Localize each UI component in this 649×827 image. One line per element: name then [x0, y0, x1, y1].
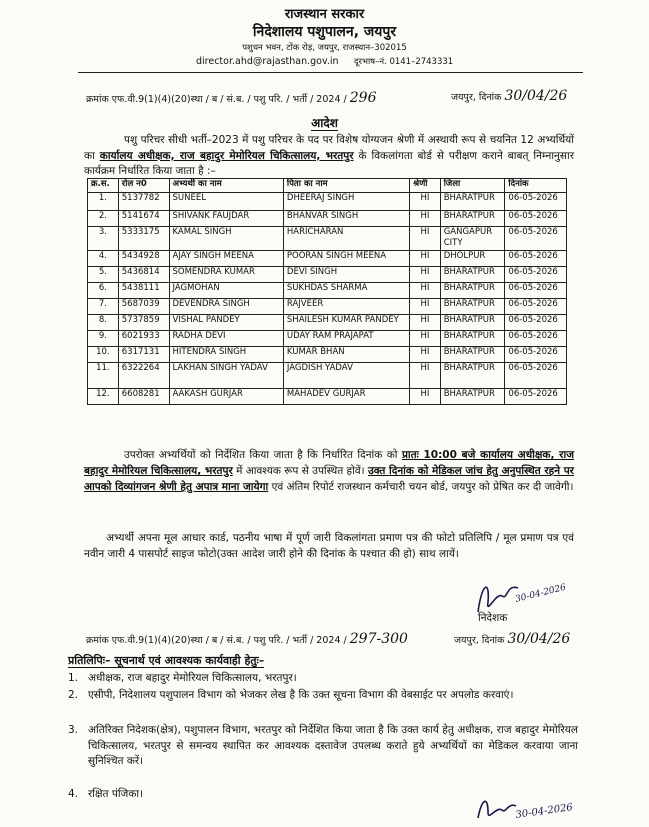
- cell-date: 06-05-2026: [505, 193, 567, 211]
- cell-father: UDAY RAM PRAJAPAT: [283, 331, 409, 347]
- instruction-part-a: उपरोक्त अभ्यर्थियों को निर्देशित किया जाता है कि निर्धारित दिनांक को: [124, 449, 402, 461]
- cell-name: RADHA DEVI: [169, 331, 283, 347]
- govt-title: राजस्थान सरकार: [284, 7, 365, 22]
- cell-category: HI: [410, 267, 441, 283]
- cc-item-number: 2.: [68, 689, 79, 701]
- reference-prefix-2: क्रमांक एफ.वी.9(1)(4)(20)स्था / ब / सं.ब. / पशु परि. / भर्ती / 2024 /: [86, 635, 347, 646]
- col-header-name: अभ्यर्थी का नाम: [169, 179, 283, 193]
- reference-handwritten-1: 296: [349, 90, 377, 106]
- cell-father: BHANVAR SINGH: [283, 211, 409, 227]
- table-row: [88, 211, 567, 227]
- cc-item-text: एसीपी, निदेशालय पशुपालन विभाग को भेजकर लेख है कि उक्त सूचना विभाग की वेबसाईट पर अपलोड करवाएं।: [88, 689, 514, 701]
- cell-serial: 1.: [88, 193, 119, 211]
- date-handwritten-2: 30/04/26: [507, 631, 571, 647]
- cell-category: HI: [410, 389, 441, 405]
- cell-father: DEVI SINGH: [283, 267, 409, 283]
- table-row: [88, 347, 567, 363]
- cell-father: MAHADEV GURJAR: [283, 389, 409, 405]
- table-row: [88, 315, 567, 331]
- instruction-part-b: प्रातः 10:00 बजे कार्यालय अधीक्षक, राज बहादुर मेमोरियल चिकित्सालय, भरतपुर: [84, 449, 574, 477]
- table-row: [88, 331, 567, 347]
- cell-name: DEVENDRA SINGH: [169, 299, 283, 315]
- cell-district: BHARATPUR: [440, 299, 505, 315]
- cc-item-1: [68, 671, 578, 687]
- intro-line-3: के विकलांगता बोर्ड से परीक्षण कराने बाबत् निम्नानुसार कार्यक्रम निर्धारित किया जाता है :–: [84, 149, 574, 177]
- signature-date: 30-04-2026: [514, 582, 568, 605]
- cell-name: KAMAL SINGH: [169, 227, 283, 251]
- cell-date: 06-05-2026: [505, 331, 567, 347]
- cell-category: HI: [410, 193, 441, 211]
- date-prefix-2: जयपुर, दिनांक: [454, 635, 505, 646]
- cell-district: BHARATPUR: [440, 193, 505, 211]
- table-row: [88, 251, 567, 267]
- table-row: [88, 283, 567, 299]
- cell-district: BHARATPUR: [440, 331, 505, 347]
- cell-name: SUNEEL: [169, 193, 283, 211]
- cell-date: 06-05-2026: [505, 227, 567, 251]
- intro-line-1: पशु परिचर सीधी भर्ती–2023 में पशु परिचर के पद पर विशेष योग्यजन श्रेणी में अस्थायी: [124, 134, 458, 146]
- cc-item-text: अतिरिक्त निदेशक(क्षेत्र), पशुपालन विभाग, भरतपुर को निर्देशित किया जाता है कि उक्त कार्य हेतु अधीक्षक, राज बहादुर मेमोरियल चिकित्सालय, भरतपुर से समन्वय स्थापित कर आवश्यक दस्तावेज उपलब्ध कराते हुये अभ्यर्थियों का मेडिकल करवाया जाना सुनिश्चित करें।: [88, 724, 578, 767]
- second-signature: [470, 784, 600, 826]
- col-header-district: जिला: [440, 179, 505, 193]
- cell-roll: 5687039: [118, 299, 169, 315]
- cell-district: BHARATPUR: [440, 211, 505, 227]
- cell-category: HI: [410, 299, 441, 315]
- cell-name: AAKASH GURJAR: [169, 389, 283, 405]
- cell-date: 06-05-2026: [505, 251, 567, 267]
- cell-district: DHOLPUR: [440, 251, 505, 267]
- cc-item-3: [68, 723, 578, 771]
- table-row: [88, 267, 567, 283]
- cell-roll: 5141674: [118, 211, 169, 227]
- cell-serial: 12.: [88, 389, 119, 405]
- date-prefix-1: जयपुर, दिनांक: [451, 92, 502, 103]
- cell-roll: 5436814: [118, 267, 169, 283]
- cell-roll: 5434928: [118, 251, 169, 267]
- cell-date: 06-05-2026: [505, 299, 567, 315]
- cell-serial: 6.: [88, 283, 119, 299]
- cell-serial: 5.: [88, 267, 119, 283]
- cell-date: 06-05-2026: [505, 283, 567, 299]
- directorate-title: निदेशालय पशुपालन, जयपुर: [252, 24, 397, 40]
- cell-serial: 11.: [88, 363, 119, 389]
- cell-serial: 10.: [88, 347, 119, 363]
- cell-roll: 5137782: [118, 193, 169, 211]
- cell-district: BHARATPUR: [440, 389, 505, 405]
- cell-name: LAKHAN SINGH YADAV: [169, 363, 283, 389]
- cell-category: HI: [410, 347, 441, 363]
- reference-prefix-1: क्रमांक एफ.वी.9(1)(4)(20)स्था / ब / सं.ब. / पशु परि. / भर्ती / 2024 /: [86, 94, 347, 105]
- cell-category: HI: [410, 211, 441, 227]
- cc-item-number: 4.: [68, 788, 79, 800]
- cell-father: RAJVEER: [283, 299, 409, 315]
- cell-district: BHARATPUR: [440, 347, 505, 363]
- cell-date: 06-05-2026: [505, 363, 567, 389]
- cell-district: GANGAPUR CITY: [440, 227, 505, 251]
- cell-category: HI: [410, 251, 441, 267]
- signature-stroke: [478, 587, 518, 612]
- header-divider: [78, 72, 583, 73]
- cell-date: 06-05-2026: [505, 211, 567, 227]
- cell-date: 06-05-2026: [505, 389, 567, 405]
- col-header-roll: रोल न0: [118, 179, 169, 193]
- reference-date-1: [451, 88, 567, 104]
- order-title-text: आदेश: [311, 116, 338, 130]
- cell-roll: 6608281: [118, 389, 169, 405]
- cell-category: HI: [410, 283, 441, 299]
- director-designation: निदेशक: [478, 612, 508, 624]
- table-body: [88, 193, 567, 405]
- intro-paragraph: [84, 133, 574, 180]
- cell-name: AJAY SINGH MEENA: [169, 251, 283, 267]
- cell-father: HARICHARAN: [283, 227, 409, 251]
- table-row: [88, 227, 567, 251]
- table-row: [88, 363, 567, 389]
- cell-father: KUMAR BHAN: [283, 347, 409, 363]
- cell-serial: 3.: [88, 227, 119, 251]
- cell-father: JAGDISH YADAV: [283, 363, 409, 389]
- cell-category: HI: [410, 363, 441, 389]
- cell-father: SHAILESH KUMAR PANDEY: [283, 315, 409, 331]
- intro-line-2a: रूप से चयनित 12 अभ्यर्थियों का: [84, 134, 574, 162]
- email-address: director.ahd@rajasthan.gov.in: [196, 56, 339, 67]
- table-header-row: [88, 179, 567, 193]
- cell-name: SOMENDRA KUMAR: [169, 267, 283, 283]
- cell-district: BHARATPUR: [440, 267, 505, 283]
- cell-serial: 2.: [88, 211, 119, 227]
- cell-date: 06-05-2026: [505, 347, 567, 363]
- signature-stroke-2: [478, 801, 516, 818]
- cc-item-number: 3.: [68, 724, 79, 736]
- cell-category: HI: [410, 315, 441, 331]
- copy-to-heading: [68, 653, 264, 668]
- cell-serial: 7.: [88, 299, 119, 315]
- copy-to-heading-text: प्रतिलिपिः– सूचनार्थ एवं आवश्यक कार्यवाही हेतुः–: [68, 654, 265, 667]
- cell-roll: 5438111: [118, 283, 169, 299]
- cell-district: BHARATPUR: [440, 315, 505, 331]
- candidate-table: [87, 178, 567, 405]
- cell-date: 06-05-2026: [505, 315, 567, 331]
- cc-item-text: रक्षित पंजिका।: [88, 788, 144, 800]
- col-header-serial: क्र.स.: [88, 179, 119, 193]
- cell-name: SHIVANK FAUJDAR: [169, 211, 283, 227]
- instruction-part-e: एवं अंतिम रिपोर्ट राजस्थान कर्मचारी चयन बोर्ड, जयपुर को प्रेषित कर दी जावेगी।: [268, 481, 574, 493]
- cell-father: DHEERAJ SINGH: [283, 193, 409, 211]
- cell-district: BHARATPUR: [440, 363, 505, 389]
- instruction-paragraph: [84, 447, 574, 495]
- col-header-date: दिनांक: [505, 179, 567, 193]
- cell-serial: 4.: [88, 251, 119, 267]
- instruction-part-c: में आवश्यक रूप से उपस्थित होवें।: [232, 465, 368, 477]
- table-row: [88, 193, 567, 211]
- phone-number: दूरभाष–नं. 0141–2743331: [354, 57, 454, 67]
- order-title: [0, 114, 649, 131]
- cell-father: POORAN SINGH MEENA: [283, 251, 409, 267]
- reference-number-2: [86, 631, 408, 647]
- cell-name: JAGMOHAN: [169, 283, 283, 299]
- cell-date: 06-05-2026: [505, 267, 567, 283]
- reference-handwritten-2: 297-300: [349, 631, 408, 647]
- cell-category: HI: [410, 227, 441, 251]
- table-row: [88, 389, 567, 405]
- reference-date-2: [454, 631, 570, 647]
- cell-name: VISHAL PANDEY: [169, 315, 283, 331]
- documents-paragraph: अभ्यर्थी अपना मूल आधार कार्ड, पठनीय भाषा में पूर्ण जारी विकलांगता प्रमाण पत्र की फोटो प्रतिलिपि / मूल प्रमाण पत्र एवं नवीन जारी 4 पासपोर्ट साइज फोटो(उक्त आदेश जारी होने की दिनांक के पश्चात की हो) साथ लायें।: [84, 532, 574, 560]
- cell-roll: 6317131: [118, 347, 169, 363]
- signature-date-2: 30-04-2026: [514, 802, 574, 821]
- cc-item-number: 1.: [68, 672, 79, 684]
- cell-father: SUKHDAS SHARMA: [283, 283, 409, 299]
- cell-category: HI: [410, 331, 441, 347]
- cell-name: HITENDRA SINGH: [169, 347, 283, 363]
- cc-item-2: [68, 688, 578, 720]
- cell-roll: 6021933: [118, 331, 169, 347]
- cc-item-text: अधीक्षक, राज बहादुर मेमोरियल चिकित्सालय, भरतपुर।: [88, 672, 297, 684]
- cell-serial: 9.: [88, 331, 119, 347]
- cell-roll: 5737859: [118, 315, 169, 331]
- reference-number-1: [86, 90, 376, 106]
- cell-roll: 5333175: [118, 227, 169, 251]
- table-row: [88, 299, 567, 315]
- instruction-part-d: उक्त दिनांक को मेडिकल जांच हेतु अनुपस्थित रहने पर आपको दिव्यांगजन श्रेणी हेतु अपात्र माना जायेगा: [84, 465, 574, 493]
- cell-serial: 8.: [88, 315, 119, 331]
- cell-roll: 6322264: [118, 363, 169, 389]
- cell-district: BHARATPUR: [440, 283, 505, 299]
- date-handwritten-1: 30/04/26: [504, 88, 568, 104]
- col-header-category: श्रेणी: [410, 179, 441, 193]
- col-header-father: पिता का नाम: [283, 179, 409, 193]
- intro-line-2b: कार्यालय अधीक्षक, राज बहादुर मेमोरियल चिकित्सालय, भरतपुर: [99, 149, 354, 162]
- address-line: पशुधन भवन, टोंक रोड़, जयपुर, राजस्थान–302015: [242, 43, 407, 53]
